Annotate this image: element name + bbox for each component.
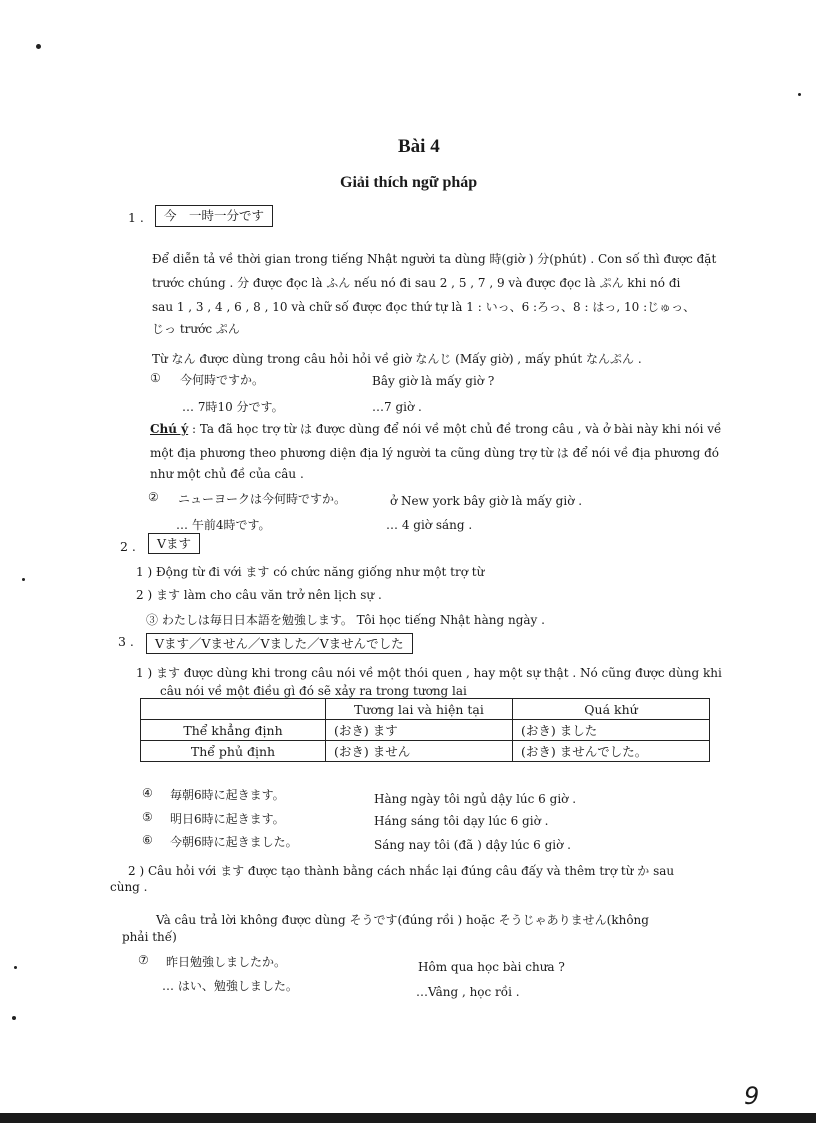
example-1-answer-japanese: … 7時10 分です。	[182, 400, 284, 414]
example-2-japanese: ニューヨークは今何時ですか。	[178, 492, 347, 506]
section-3-number: 3 .	[118, 634, 134, 649]
table-cell: Thể phủ định	[141, 741, 326, 762]
example-7-japanese: 昨日勉強しましたか。	[166, 955, 287, 969]
example-2-mark: ②	[148, 490, 159, 504]
example-6-japanese: 今朝6時に起きました。	[170, 835, 298, 849]
s1-paragraph-line-2: trước chúng . 分 được đọc là ふん nếu nó đi sau 2 , 5 , 7 , 9 và được đọc là ぷん khi nó đi	[152, 276, 681, 290]
s2-point-2: 2 ) ます làm cho câu văn trở nên lịch sự .	[136, 588, 382, 602]
table-header-cell: Quá khứ	[513, 699, 710, 720]
note-line-1	[150, 420, 721, 437]
note-line-3: như một chủ đề của câu .	[150, 467, 304, 481]
section-2-pattern-box: Vます	[148, 533, 200, 554]
s2-point-1: 1 ) Động từ đi với ます có chức năng giống như một trợ từ	[136, 565, 485, 579]
example-7-mark: ⑦	[138, 953, 149, 967]
s3-paragraph-2-line-1: 2 ) Câu hỏi với ます được tạo thành bằng cách nhắc lại đúng câu đấy và thêm trợ từ か sau	[128, 864, 675, 878]
example-4-vietnamese: Hàng ngày tôi ngủ dậy lúc 6 giờ .	[374, 792, 577, 806]
s1-paragraph-2: Từ なん được dùng trong câu hỏi hỏi về giờ なんじ (Mấy giờ) , mấy phút なんぷん .	[152, 352, 642, 366]
example-7-answer-japanese: … はい、勉強しました。	[162, 979, 298, 993]
example-7-vietnamese: Hôm qua học bài chưa ?	[418, 960, 565, 974]
example-2-answer-japanese: … 午前4時です。	[176, 518, 271, 532]
example-1-japanese: 今何時ですか。	[180, 373, 265, 387]
table-cell: (おき) ます	[326, 720, 513, 741]
conjugation-table	[140, 698, 710, 762]
example-6-vietnamese: Sáng nay tôi (đã ) dậy lúc 6 giờ .	[374, 838, 571, 852]
example-1-vietnamese: Bây giờ là mấy giờ ?	[372, 374, 495, 388]
s3-paragraph-1-line-2: câu nói về một điều gì đó sẽ xảy ra trong tương lai	[160, 684, 467, 698]
example-4-mark: ④	[142, 786, 153, 800]
s1-paragraph-line-1: Để diễn tả về thời gian trong tiếng Nhật người ta dùng 時(giờ ) 分(phút) . Con số thì được đặt	[152, 252, 717, 266]
note-line-2: một địa phương theo phương diện địa lý người ta cũng dùng trợ từ は để nói về địa phương đó	[150, 446, 720, 460]
scan-speck	[22, 578, 25, 581]
page-number: 9	[744, 1082, 760, 1110]
table-row	[141, 720, 710, 741]
scan-speck	[14, 966, 17, 969]
table-header-row	[141, 699, 710, 720]
table-header-cell: Tương lai và hiện tại	[326, 699, 513, 720]
scan-speck	[798, 93, 801, 96]
table-cell: (おき) ません	[326, 741, 513, 762]
example-4-japanese: 毎朝6時に起きます。	[170, 788, 285, 802]
example-1-mark: ①	[150, 371, 161, 385]
example-5-vietnamese: Háng sáng tôi dạy lúc 6 giờ .	[374, 814, 549, 828]
note-label: Chú ý	[150, 422, 189, 436]
example-2-vietnamese: ở New york bây giờ là mấy giờ .	[390, 494, 583, 508]
table-header-cell	[141, 699, 326, 720]
table-cell: (おき) ませんでした。	[513, 741, 710, 762]
s3-paragraph-2-line-2: cùng .	[110, 880, 148, 894]
section-1-pattern-box: 今 一時一分です	[155, 205, 273, 227]
note-line-1-text: : Ta đã học trợ từ は được dùng để nói về một chủ đề trong câu , và ở bài này khi nói về	[188, 422, 722, 436]
table-row	[141, 741, 710, 762]
s3-paragraph-3-line-2: phải thế)	[122, 930, 177, 944]
example-5-japanese: 明日6時に起きます。	[170, 812, 285, 826]
section-subtitle: Giải thích ngữ pháp	[340, 174, 478, 191]
table-cell: (おき) ました	[513, 720, 710, 741]
example-7-answer-vietnamese: …Vâng , học rồi .	[416, 985, 520, 999]
s1-paragraph-line-3: sau 1 , 3 , 4 , 6 , 8 , 10 và chữ số được đọc thứ tự là 1 : いっ、6 :ろっ、8 : はっ, 10 :じゅっ、	[152, 300, 696, 314]
s3-paragraph-1-line-1: 1 ) ます được dùng khi trong câu nói về một thói quen , hay một sự thật . Nó cũng được dùng khi	[136, 666, 722, 680]
section-3-pattern-box: Vます／Vません／Vました／Vませんでした	[146, 633, 413, 654]
scan-bottom-edge	[0, 1113, 816, 1123]
example-6-mark: ⑥	[142, 833, 153, 847]
example-2-answer-vietnamese: … 4 giờ sáng .	[386, 518, 473, 532]
lesson-title: Bài 4	[398, 136, 440, 157]
table-cell: Thể khẳng định	[141, 720, 326, 741]
example-3: ③ わたしは毎日日本語を勉強します。 Tôi học tiếng Nhật hàng ngày .	[146, 613, 545, 627]
s3-paragraph-3-line-1: Và câu trả lời không được dùng そうです(đúng rồi ) hoặc そうじゃありません(không	[156, 913, 649, 927]
section-2-number: 2 .	[120, 539, 136, 554]
section-1-number: 1 .	[128, 210, 144, 225]
scan-speck	[12, 1016, 16, 1020]
scan-speck	[36, 44, 41, 49]
example-1-answer-vietnamese: …7 giờ .	[372, 400, 422, 414]
example-5-mark: ⑤	[142, 810, 153, 824]
s1-paragraph-line-4: じっ trước ぷん	[152, 322, 240, 336]
